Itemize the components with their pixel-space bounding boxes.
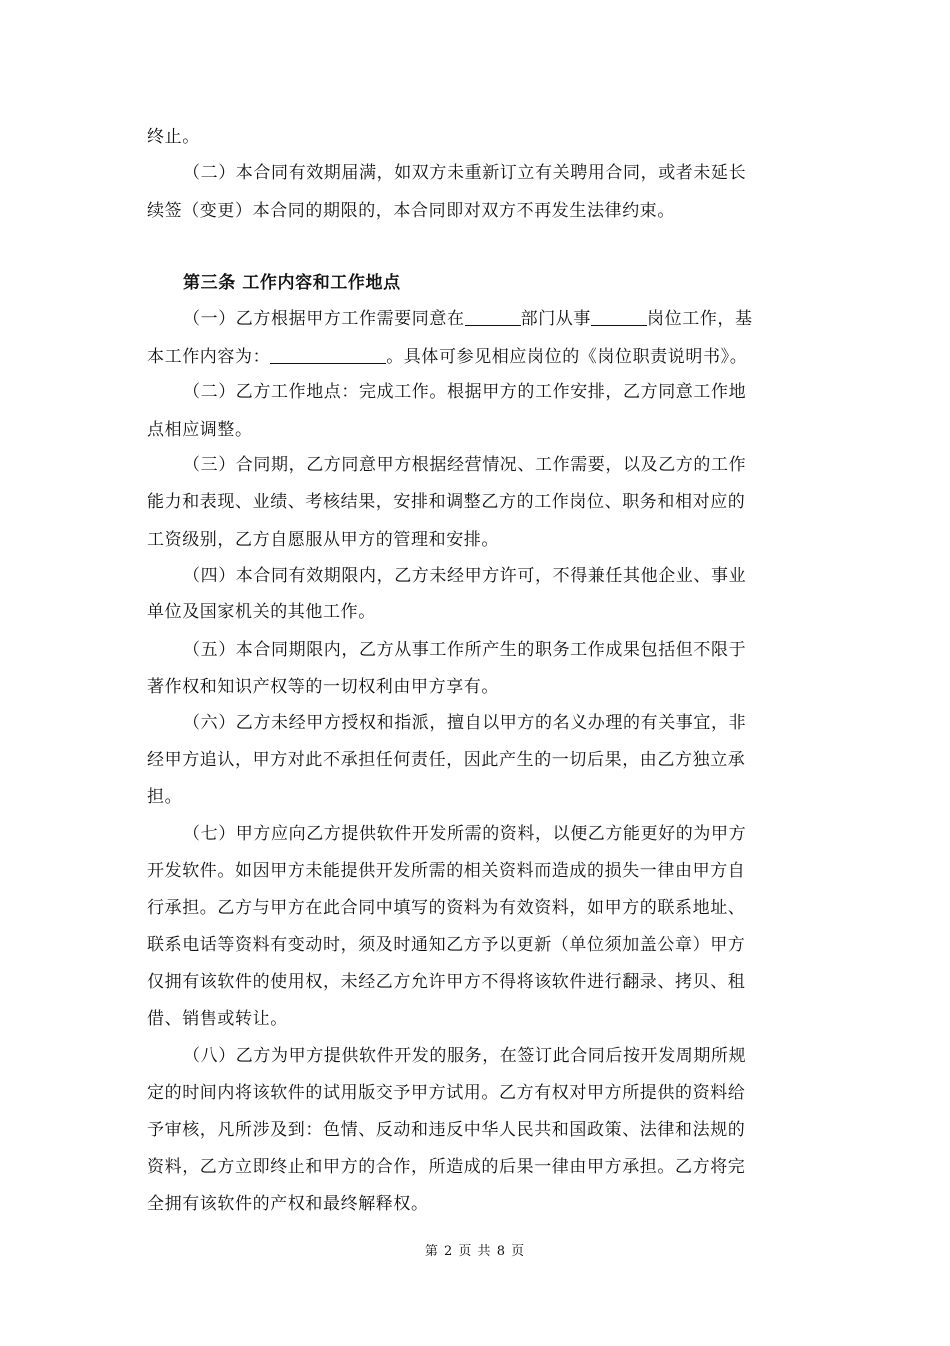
text-segment: 部门从事 (520, 309, 592, 329)
paragraph-line: （八）乙方为甲方提供软件开发的服务，在签订此合同后按开发周期所规 (183, 1046, 747, 1066)
paragraph-line: （四）本合同有效期限内，乙方未经甲方许可，不得兼任其他企业、事业 (183, 566, 747, 586)
paragraph-line: （三）合同期，乙方同意甲方根据经营情况、工作需要，以及乙方的工作 (183, 455, 747, 475)
paragraph-line: （二）乙方工作地点：完成工作。根据甲方的工作安排，乙方同意工作地 (183, 382, 747, 402)
paragraph-line: 工资级别，乙方自愿服从甲方的管理和安排。 (147, 530, 499, 550)
fill-blank-work-content[interactable] (270, 347, 386, 364)
paragraph-line: （五）本合同期限内，乙方从事工作所产生的职务工作成果包括但不限于 (183, 640, 747, 660)
fill-blank-position[interactable] (591, 309, 647, 326)
paragraph-line (147, 347, 807, 367)
paragraph-line: 资料，乙方立即终止和甲方的合作，所造成的后果一律由甲方承担。乙方将完 (147, 1157, 746, 1177)
paragraph-line: 单位及国家机关的其他工作。 (147, 602, 376, 622)
paragraph-line: 著作权和知识产权等的一切权利由甲方享有。 (147, 677, 499, 697)
text-segment: 。具体可参见相应岗位的《岗位职责说明书》。 (386, 347, 748, 367)
paragraph-line: 予审核，凡所涉及到：色情、反动和违反中华人民共和国政策、法律和法规的 (147, 1120, 746, 1140)
paragraph-line: 借、销售或转让。 (147, 1009, 288, 1029)
paragraph-line: 联系电话等资料有变动时，须及时通知乙方予以更新（单位须加盖公章）甲方 (147, 935, 746, 955)
paragraph-line: 点相应调整。 (147, 420, 253, 440)
text-segment: 本工作内容为： (147, 347, 271, 367)
paragraph-line: 仅拥有该软件的使用权，未经乙方允许甲方不得将该软件进行翻录、拷贝、租 (147, 972, 746, 992)
paragraph-line: 开发软件。如因甲方未能提供开发所需的相关资料而造成的损失一律由甲方自 (147, 861, 746, 881)
paragraph-line: 能力和表现、业绩、考核结果，安排和调整乙方的工作岗位、职务和相对应的 (147, 492, 746, 512)
paragraph-line: 续签（变更）本合同的期限的，本合同即对双方不再发生法律约束。 (147, 201, 675, 221)
paragraph-line: 担。 (147, 787, 183, 807)
section-heading: 第三条 工作内容和工作地点 (183, 273, 401, 293)
paragraph-line: 定的时间内将该软件的试用版交予甲方试用。乙方有权对甲方所提供的资料给 (147, 1083, 746, 1103)
text-segment: 岗位工作，基 (647, 309, 753, 329)
text-segment: （一）乙方根据甲方工作需要同意在 (183, 309, 465, 329)
paragraph-line: （二）本合同有效期届满，如双方未重新订立有关聘用合同，或者未延长 (183, 163, 747, 183)
page-number-footer: 第 2 页 共 8 页 (424, 1244, 526, 1259)
paragraph-line: 经甲方追认，甲方对此不承担任何责任，因此产生的一切后果，由乙方独立承 (147, 750, 746, 770)
paragraph-line (183, 309, 807, 329)
fill-blank-department[interactable] (465, 309, 521, 326)
paragraph-line: 终止。 (147, 127, 200, 147)
paragraph-line: （七）甲方应向乙方提供软件开发所需的资料，以便乙方能更好的为甲方 (183, 824, 747, 844)
paragraph-line: （六）乙方未经甲方授权和指派，擅自以甲方的名义办理的有关事宜，非 (183, 713, 747, 733)
paragraph-line: 行承担。乙方与甲方在此合同中填写的资料为有效资料，如甲方的联系地址、 (147, 898, 746, 918)
paragraph-line: 全拥有该软件的产权和最终解释权。 (147, 1194, 429, 1214)
